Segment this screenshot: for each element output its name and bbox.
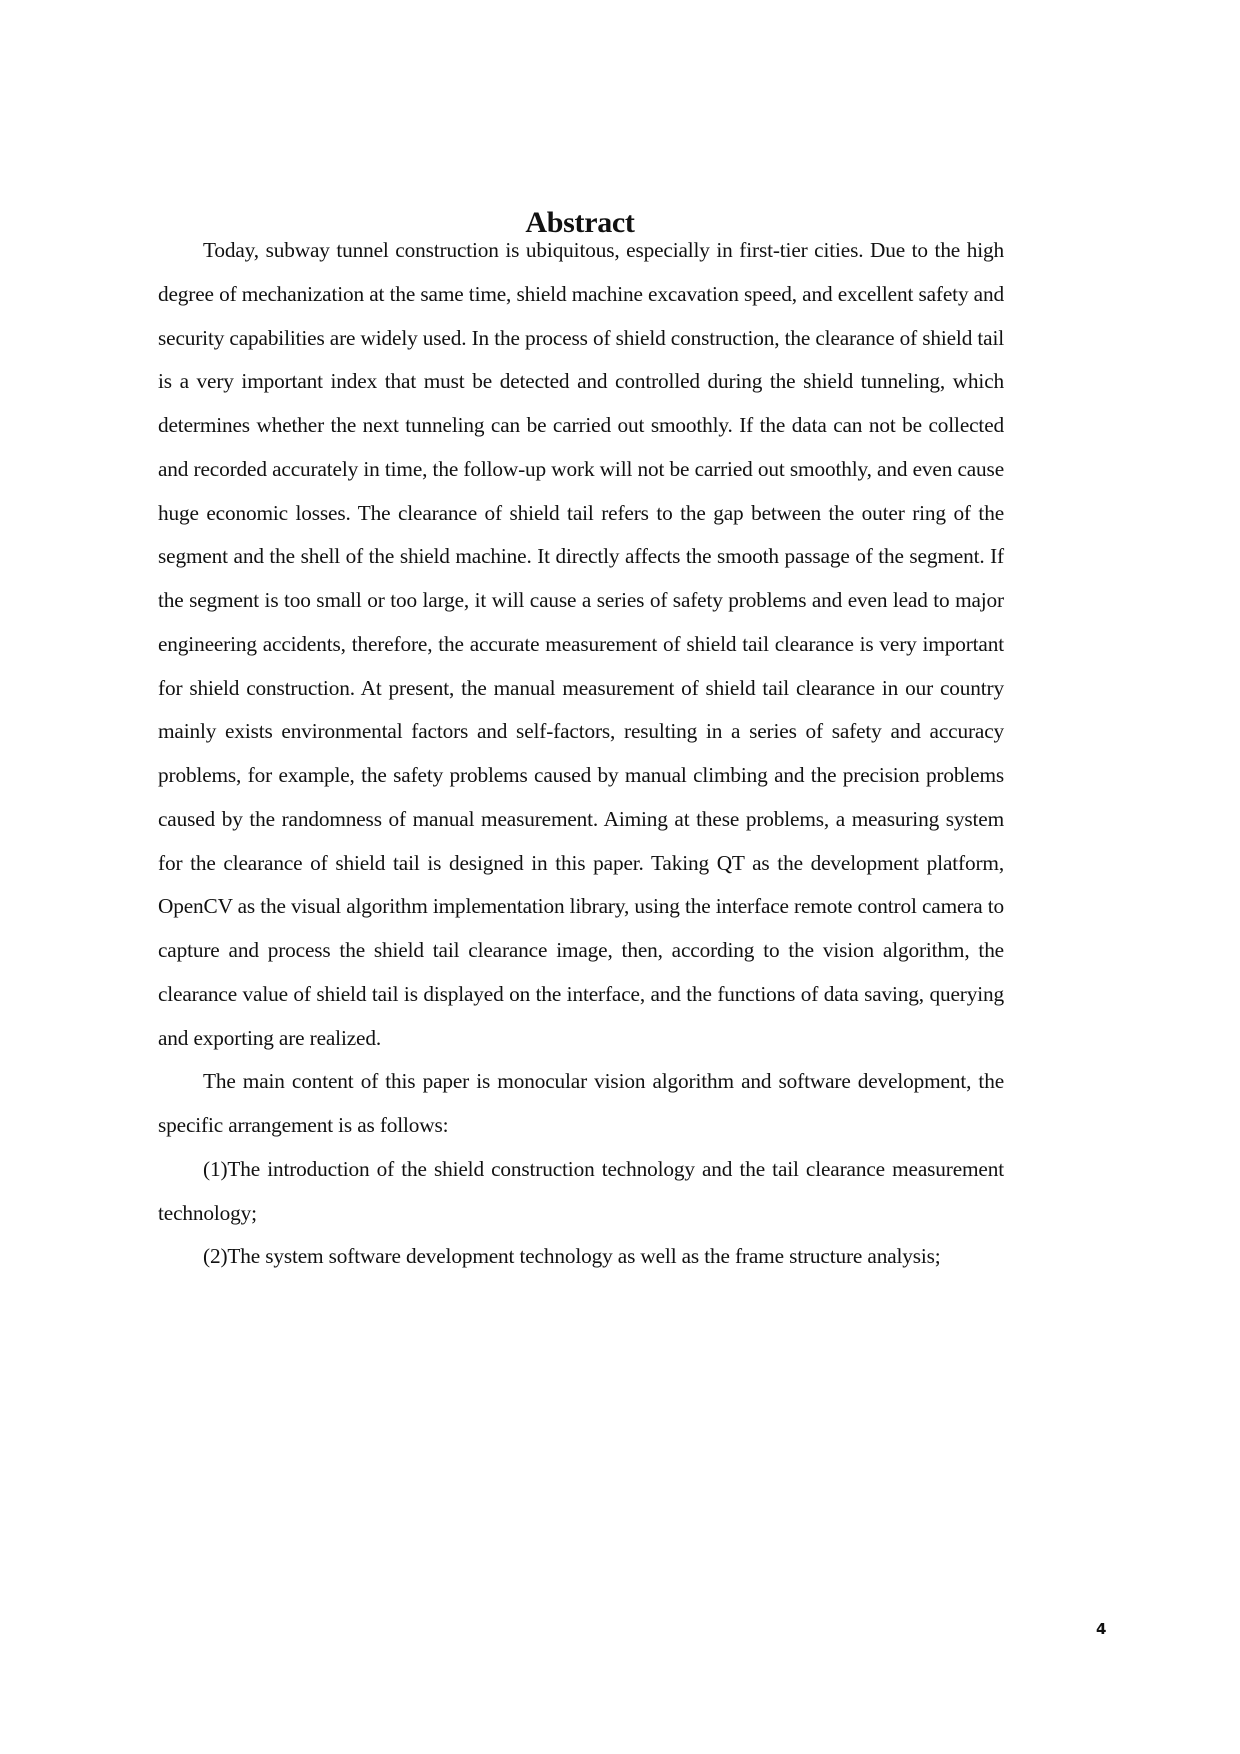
paragraph-main-content: The main content of this paper is monocular vision algorithm and software development, the specific arrangement is as follows:	[158, 1069, 1004, 1137]
page-number: 4	[1096, 1620, 1107, 1638]
abstract-body	[158, 229, 1004, 1279]
abstract-heading: Abstract	[525, 206, 635, 239]
paragraph-item-1: (1)The introduction of the shield construction technology and the tail clearance measurement technology;	[158, 1156, 1004, 1225]
paragraph-item-2: (2)The system software development technology as well as the frame structure analysis;	[203, 1244, 941, 1269]
paragraph-intro: Today, subway tunnel construction is ubiquitous, especially in first-tier cities. Due to the high degree of mechanization at the same time, shield machine excavation speed, and excellent safety and security capabilities are widely used. In the process of shield construction, the clearance of shield tail is a very important index that must be detected and controlled during the shield tunneling, which determines whether the next tunneling can be carried out smoothly. If the data can not be collected and recorded accurately in time, the follow-up work will not be carried out smoothly, and even cause huge economic losses. The clearance of shield tail refers to the gap between the outer ring of the segment and the shell of the shield machine. It directly affects the smooth passage of the segment. If the segment is too small or too large, it will cause a series of safety problems and even lead to major engineering accidents, therefore, the accurate measurement of shield tail clearance is very important for shield construction. At present, the manual measurement of shield tail clearance in our country mainly exists environmental factors and self-factors, resulting in a series of safety and accuracy problems, for example, the safety problems caused by manual climbing and the precision problems caused by the randomness of manual measurement. Aiming at these problems, a measuring system for the clearance of shield tail is designed in this paper. Taking QT as the development platform, OpenCV as the visual algorithm implementation library, using the interface remote control camera to capture and process the shield tail clearance image, then, according to the vision algorithm, the clearance value of shield tail is displayed on the interface, and the functions of data saving, querying and exporting are realized.	[158, 238, 1004, 1050]
